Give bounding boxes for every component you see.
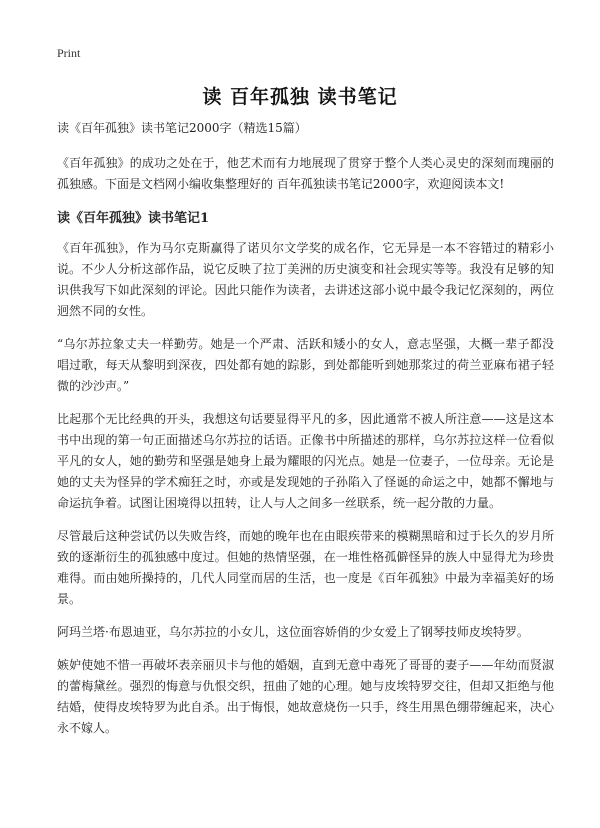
- body-paragraph: 尽管最后这种尝试仍以失败告终，而她的晚年也在由眼疾带来的模糊黑暗和过于长久的岁月所致的逐渐衍生的孤独感中度过。但她的热情坚强，在一堆性格孤僻怪异的族人中显得尤为珍贵难得。而由她所操持的，几代人同堂而居的生活，也一度是《百年孤独》中最为幸福美好的场景。: [57, 529, 554, 606]
- body-paragraph: 嫉妒使她不惜一再破坏表亲丽贝卡与他的婚姻，直到无意中毒死了哥哥的妻子——年幼而贤淑的蕾梅黛丝。强烈的悔意与仇恨交织，扭曲了她的心理。她与皮埃特罗交往，但却又拒绝与他结婚，使得皮埃特罗为此自杀。出于悔恨，她故意烧伤一只手，终生用黑色绷带缠起来，决心永不嫁人。: [57, 658, 554, 735]
- print-label[interactable]: Print: [57, 46, 81, 60]
- document-subtitle: 读《百年孤独》读书笔记2000字（精选15篇）: [57, 121, 307, 135]
- intro-paragraph: 《百年孤独》的成功之处在于，他艺术而有力地展现了贯穿于整个人类心灵史的深刻而瑰丽的孤独感。下面是文档网小编收集整理好的 百年孤独读书笔记2000字，欢迎阅读本文!: [57, 156, 554, 191]
- body-paragraph: 比起那个无比经典的开头，我想这句话要显得平凡的多，因此通常不被人所注意——这是这本书中出现的第一句正面描述乌尔苏拉的话语。正像书中所描述的那样，乌尔苏拉这样一位看似平凡的女人，她的勤劳和坚强是她身上最为耀眼的闪光点。她是一位妻子，一位母亲。无论是她的丈夫为怪异的学术痴狂之时，亦或是发现她的子孙陷入了怪诞的命运之中，她都不懈地与命运抗争着。试图让困境得以扭转，让人与人之间多一丝联系，统一起分散的力量。: [57, 412, 554, 510]
- document-body: [57, 118, 554, 751]
- body-paragraph: 《百年孤独》，作为马尔克斯赢得了诺贝尔文学奖的成名作，它无异是一本不容错过的精彩小说。不少人分析这部作品，说它反映了拉丁美洲的历史演变和社会现实等等。我没有足够的知识供我写下如此深刻的评论。因此只能作为读者，去讲述这部小说中最令我记忆深刻的，两位迥然不同的女性。: [57, 241, 554, 318]
- section-heading: 读《百年孤独》读书笔记1: [57, 211, 210, 226]
- body-paragraph: 阿玛兰塔·布恩迪亚，乌尔苏拉的小女儿，这位面容娇俏的少女爱上了钢琴技师皮埃特罗。: [57, 625, 529, 639]
- document-title: 读 百年孤独 读书笔记: [202, 86, 398, 108]
- body-paragraph: “乌尔苏拉象丈夫一样勤劳。她是一个严肃、活跃和矮小的女人，意志坚强，大概一辈子都没唱过歌，每天从黎明到深夜，四处都有她的踪影，到处都能听到她那浆过的荷兰亚麻布裙子轻微的沙沙声。”: [57, 337, 554, 393]
